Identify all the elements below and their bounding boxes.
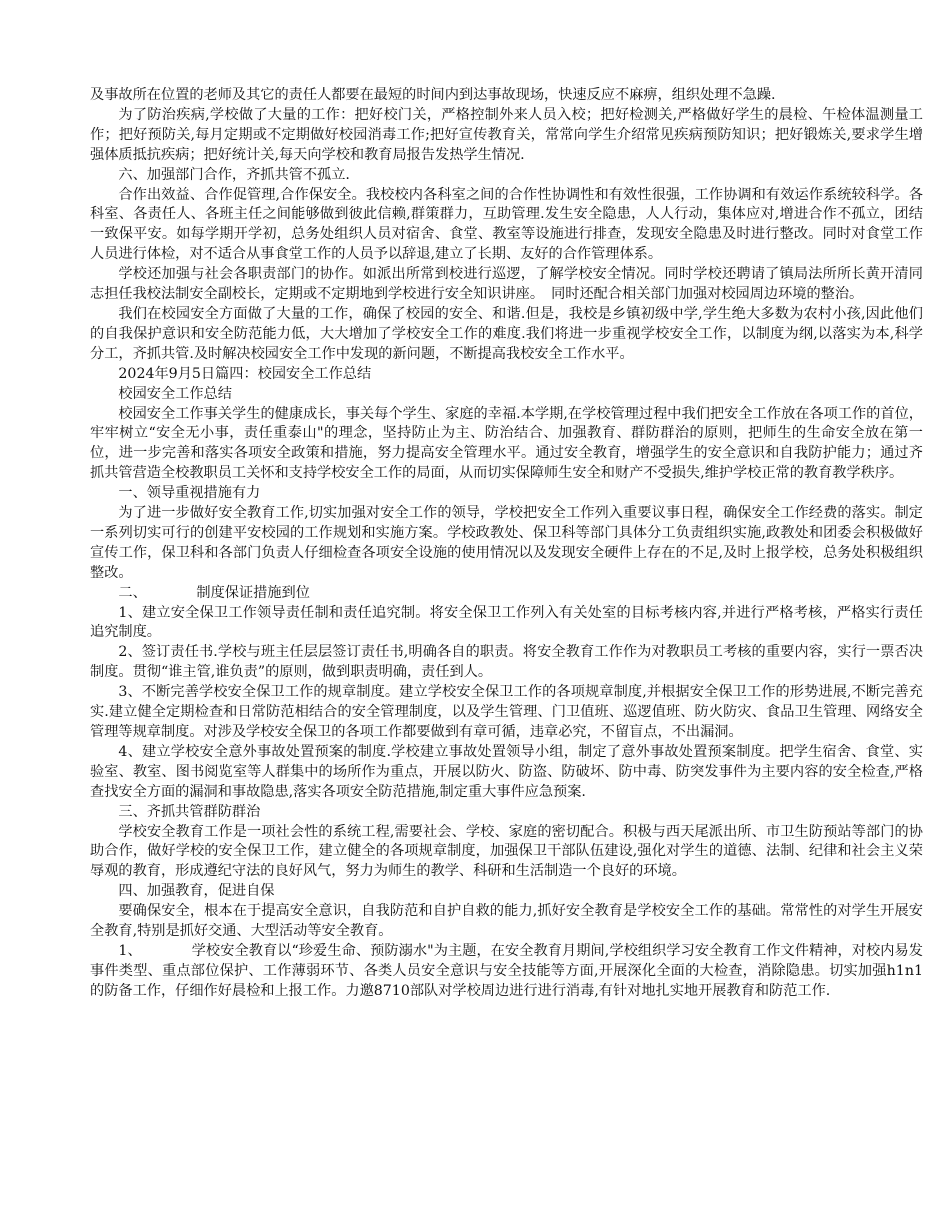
list-item-4: 4、建立学校安全意外事故处置预案的制度.学校建立事故处置领导小组，制定了意外事故处置预案制度。把学生宿舍、食堂、实验室、教室、图书阅览室等人群集中的场所作为重点，开展以防火、防盗、防破坏、防中毒、防突发事件为主要内容的安全检查,严格查找安全方面的漏洞和事故隐患,落实各项安全防范措施,制定重大事件应急预案. <box>90 743 923 800</box>
paragraph-disease-prevention: 为了防治疾病,学校做了大量的工作：把好校门关，严格控制外来人员入校；把好检测关,严格做好学生的晨检、午检体温测量工作；把好预防关,每月定期或不定期做好校园消毒工作;把好宣传教育关，常常向学生介绍常见疾病预防知识；把好锻炼关,要求学生增强体质抵抗疾病；把好统计关,每天向学校和教育局报告发热学生情况. <box>90 106 923 163</box>
paragraph-leadership: 为了进一步做好安全教育工作,切实加强对安全工作的领导，学校把安全工作列入重要议事日程，确保安全工作经费的落实。制定一系列切实可行的创建平安校园的工作规划和实施方案。学校政教处、保卫科等部门具体分工负责组织实施,政教处和团委会积极做好宣传工作，保卫科和各部门负责人仔细检查各项安全设施的使用情况以及发现安全硬件上存在的不足,及时上报学校，总务处积极组织整改。 <box>90 505 923 581</box>
list-item-2: 2、签订责任书.学校与班主任层层签订责任书,明确各自的职责。将安全教育工作作为对教职员工考核的重要内容，实行一票否决制度。贯彻“谁主管,谁负责”的原则，做到职责明确，责任到人。 <box>90 644 923 681</box>
section-heading-leadership: 一、领导重视措施有力 <box>118 485 261 502</box>
list-item-education-1: 1、 学校安全教育以“珍爱生命、预防溺水"为主题，在安全教育月期间,学校组织学习安全教育工作文件精神，对校内易发事件类型、重点部位保护、工作薄弱环节、各类人员安全意识与安全技能等方面,开展深化全面的大检查，消除隐患。切实加强h1n1的防备工作，仔细作好晨检和上报工作。力邀8710部队对学校周边进行进行消毒,有针对地扎实地开展教育和防范工作. <box>90 942 923 999</box>
document-body <box>90 86 923 1002</box>
section-heading-system: 二、 制度保证措施到位 <box>118 584 310 601</box>
paragraph-intro: 校园安全工作事关学生的健康成长，事关每个学生、家庭的幸福.本学期,在学校管理过程中我们把安全工作放在各项工作的首位，牢牢树立“安全无小事，责任重泰山"的理念，坚持防止为主、防治结合、加强教育、群防群治的原则，把师生的生命安全放在第一位，进一步完善和落实各项安全政策和措施，努力提高安全管理水平。通过安全教育，增强学生的安全意识和自我防护能力；通过齐抓共管营造全校教职员工关怀和支持学校安全工作的局面，从而切实保障师生安全和财产不受损失,维护学校正常的教育教学秩序。 <box>90 405 923 482</box>
list-item-1: 1、建立安全保卫工作领导责任制和责任追究制。将安全保卫工作列入有关处室的目标考核内容,并进行严格考核，严格实行责任追究制度。 <box>90 604 923 641</box>
paragraph-continuation: 及事故所在位置的老师及其它的责任人都要在最短的时间内到达事故现场，快速反应不麻痹，组织处理不急躁. <box>90 87 776 103</box>
paragraph-social-coordination: 学校还加强与社会各职责部门的协作。如派出所常到校进行巡逻，了解学校安全情况。同时学校还聘请了镇局法所所长黄开清同志担任我校法制安全副校长，定期或不定期地到学校进行安全知识讲座。 同时还配合相关部门加强对校园周边环境的整治。 <box>90 266 923 303</box>
paragraph-joint-management: 学校安全教育工作是一项社会性的系统工程,需要社会、学校、家庭的密切配合。积极与西天尾派出所、市卫生防预站等部门的协助合作，做好学校的安全保卫工作，建立健全的各项规章制度，加强保卫干部队伍建设,强化对学生的道德、法制、纪律和社会主义荣辱观的教育，形成遵纪守法的良好风气，努力为师生的教学、科研和生活制造一个良好的环境。 <box>90 823 923 880</box>
paragraph-education: 要确保安全，根本在于提高安全意识，自我防范和自护自救的能力,抓好安全教育是学校安全工作的基础。常常性的对学生开展安全教育,特别是抓好交通、大型活动等安全教育。 <box>90 903 923 940</box>
section-heading-cooperation: 六、加强部门合作，齐抓共管不孤立. <box>118 166 350 183</box>
section-heading-education: 四、加强教育，促进自保 <box>118 883 275 900</box>
paragraph-cooperation: 合作出效益、合作促管理,合作保安全。我校校内各科室之间的合作性协调性和有效性很强，工作协调和有效运作系统较科学。各科室、各责任人、各班主任之间能够做到彼此信赖,群策群力，互助管理.发生安全隐患，人人行动，集体应对,增进合作不孤立，团结一致保平安。如每学期开学初，总务处组织人员对宿舍、食堂、教室等设施进行排查，发现安全隐患及时进行整改。同时对食堂工作人员进行体检，对不适合从事食堂工作的人员予以辞退,建立了长期、友好的合作管理体系。 <box>90 186 923 263</box>
article-date-title: 2024年9月5日篇四：校园安全工作总结 <box>118 365 372 382</box>
paragraph-summary-conclusion: 我们在校园安全方面做了大量的工作，确保了校园的安全、和谐.但是，我校是乡镇初级中学,学生绝大多数为农村小孩,因此他们的自我保护意识和安全防范能力低，大大增加了学校安全工作的难度.我们将进一步重视学校安全工作，以制度为纲,以落实为本,科学分工，齐抓共管.及时解决校园安全工作中发现的新问题，不断提高我校安全工作水平。 <box>90 305 923 362</box>
section-heading-joint-management: 三、齐抓共管群防群治 <box>118 803 261 820</box>
article-title: 校园安全工作总结 <box>118 385 232 402</box>
list-item-3: 3、不断完善学校安全保卫工作的规章制度。建立学校安全保卫工作的各项规章制度,并根据安全保卫工作的形势进展,不断完善充实.建立健全定期检查和日常防范相结合的安全管理制度，以及学生管理、门卫值班、巡逻值班、防火防灾、食品卫生管理、网络安全管理等规章制度。对涉及学校安全保卫的各项工作都要做到有章可循，违章必究，不留盲点，不出漏洞。 <box>90 684 923 740</box>
